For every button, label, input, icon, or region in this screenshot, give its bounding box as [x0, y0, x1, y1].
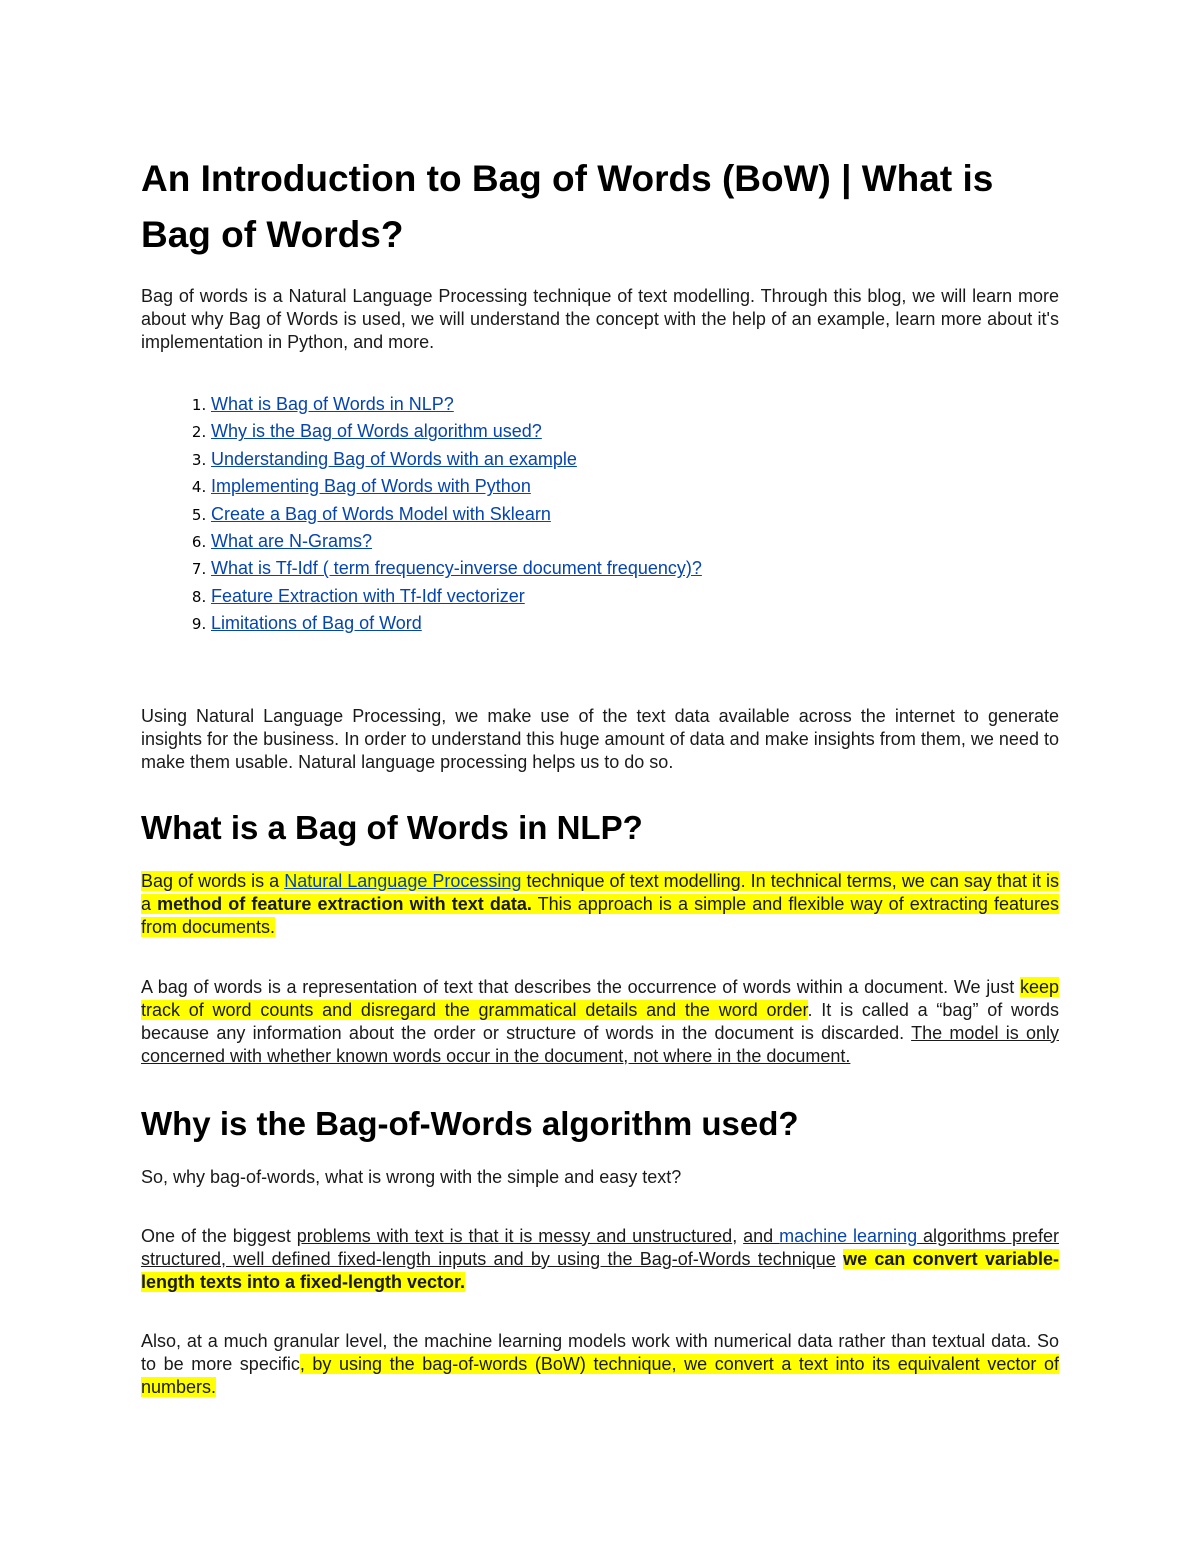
toc-link[interactable]: Implementing Bag of Words with Python: [211, 476, 531, 497]
toc-item: [211, 501, 1059, 528]
toc-item: [211, 583, 1059, 610]
underlined-text: The model is only concerned with whether known words occur in the document, not where in the document.: [141, 1022, 1059, 1066]
numerical-data-paragraph: Also, at a much granular level, the machine learning models work with numerical data rather than textual data. So to be more specific, by using the bag-of-words (BoW) technique, we convert a text into its equivalent vector of numbers.: [141, 1330, 1059, 1397]
section-heading-why-bow: Why is the Bag-of-Words algorithm used?: [141, 1104, 799, 1142]
highlighted-text: , by using the bag-of-words (BoW) technique, we convert a text into its equivalent vector of numbers.: [141, 1353, 1059, 1397]
toc-link[interactable]: What is Bag of Words in NLP?: [211, 394, 454, 414]
nlp-link[interactable]: Natural Language Processing: [284, 870, 522, 891]
toc-link[interactable]: Feature Extraction with Tf-Idf vectorizer: [211, 585, 525, 606]
machine-learning-link[interactable]: machine learning: [779, 1225, 918, 1246]
toc-link[interactable]: Create a Bag of Words Model with Sklearn: [211, 503, 551, 524]
question-paragraph: So, why bag-of-words, what is wrong with the simple and easy text?: [141, 1166, 682, 1187]
section-heading-what-is-bow: What is a Bag of Words in NLP?: [141, 808, 643, 846]
toc-link[interactable]: What are N-Grams?: [211, 531, 373, 552]
problems-paragraph: One of the biggest problems with text is that it is messy and unstructured, and machine learning algorithms prefer structured, well defined fixed-length inputs and by using the Bag-of-Words technique we can convert variable-length texts into a fixed-length vector.: [141, 1225, 1059, 1292]
underlined-text: algorithms prefer structured, well defined fixed-length inputs and by using the Bag-of-Words technique: [141, 1225, 1059, 1269]
toc-link[interactable]: Understanding Bag of Words with an example: [211, 448, 577, 469]
toc-item: [211, 391, 1059, 418]
nlp-paragraph: Using Natural Language Processing, we make use of the text data available across the internet to generate insights for the business. In order to understand this huge amount of data and make insights from them, we need to make them usable. Natural language processing helps us to do so.: [141, 705, 1059, 772]
document-content: [141, 151, 1059, 1399]
highlighted-text: Bag of words is a Natural Language Processing technique of text modelling. In technical terms, we can say that it is a method of feature extraction with text data. This approach is a simple and flexible way of extracting features from documents.: [141, 870, 1060, 937]
definition-paragraph: [141, 870, 1059, 939]
toc-link[interactable]: Limitations of Bag of Word: [211, 613, 422, 634]
toc-link[interactable]: What is Tf-Idf ( term frequency-inverse document frequency)?: [211, 558, 702, 579]
toc-item: [211, 528, 1059, 555]
underlined-text: problems with text is that it is messy and unstructured: [296, 1225, 733, 1246]
toc-link[interactable]: Why is the Bag of Words algorithm used?: [211, 421, 542, 442]
highlighted-bold-text: we can convert variable-length texts into a fixed-length vector.: [141, 1248, 1059, 1292]
highlighted-text: keep track of word counts and disregard the grammatical details and the word order: [141, 976, 1059, 1020]
table-of-contents: [141, 391, 1059, 638]
representation-paragraph: A bag of words is a representation of text that describes the occurrence of words within a document. We just keep track of word counts and disregard the grammatical details and the word order. It is called a “bag” of words because any information about the order or structure of words in the document is discarded. The model is only concerned with whether known words occur in the document, not where in the document.: [141, 976, 1059, 1066]
toc-item: [211, 473, 1059, 500]
page-title: An Introduction to Bag of Words (BoW) | What is Bag of Words?: [141, 158, 994, 255]
toc-item: [211, 555, 1059, 582]
toc-item: [211, 446, 1059, 473]
underlined-text: and: [743, 1225, 780, 1246]
intro-paragraph: Bag of words is a Natural Language Processing technique of text modelling. Through this blog, we will learn more about why Bag of Words is used, we will understand the concept with the help of an example, learn more about it's implementation in Python, and more.: [141, 286, 1059, 352]
toc-item: [211, 418, 1059, 445]
toc-item: [211, 610, 1059, 637]
bold-text: method of feature extraction with text data.: [157, 893, 532, 914]
